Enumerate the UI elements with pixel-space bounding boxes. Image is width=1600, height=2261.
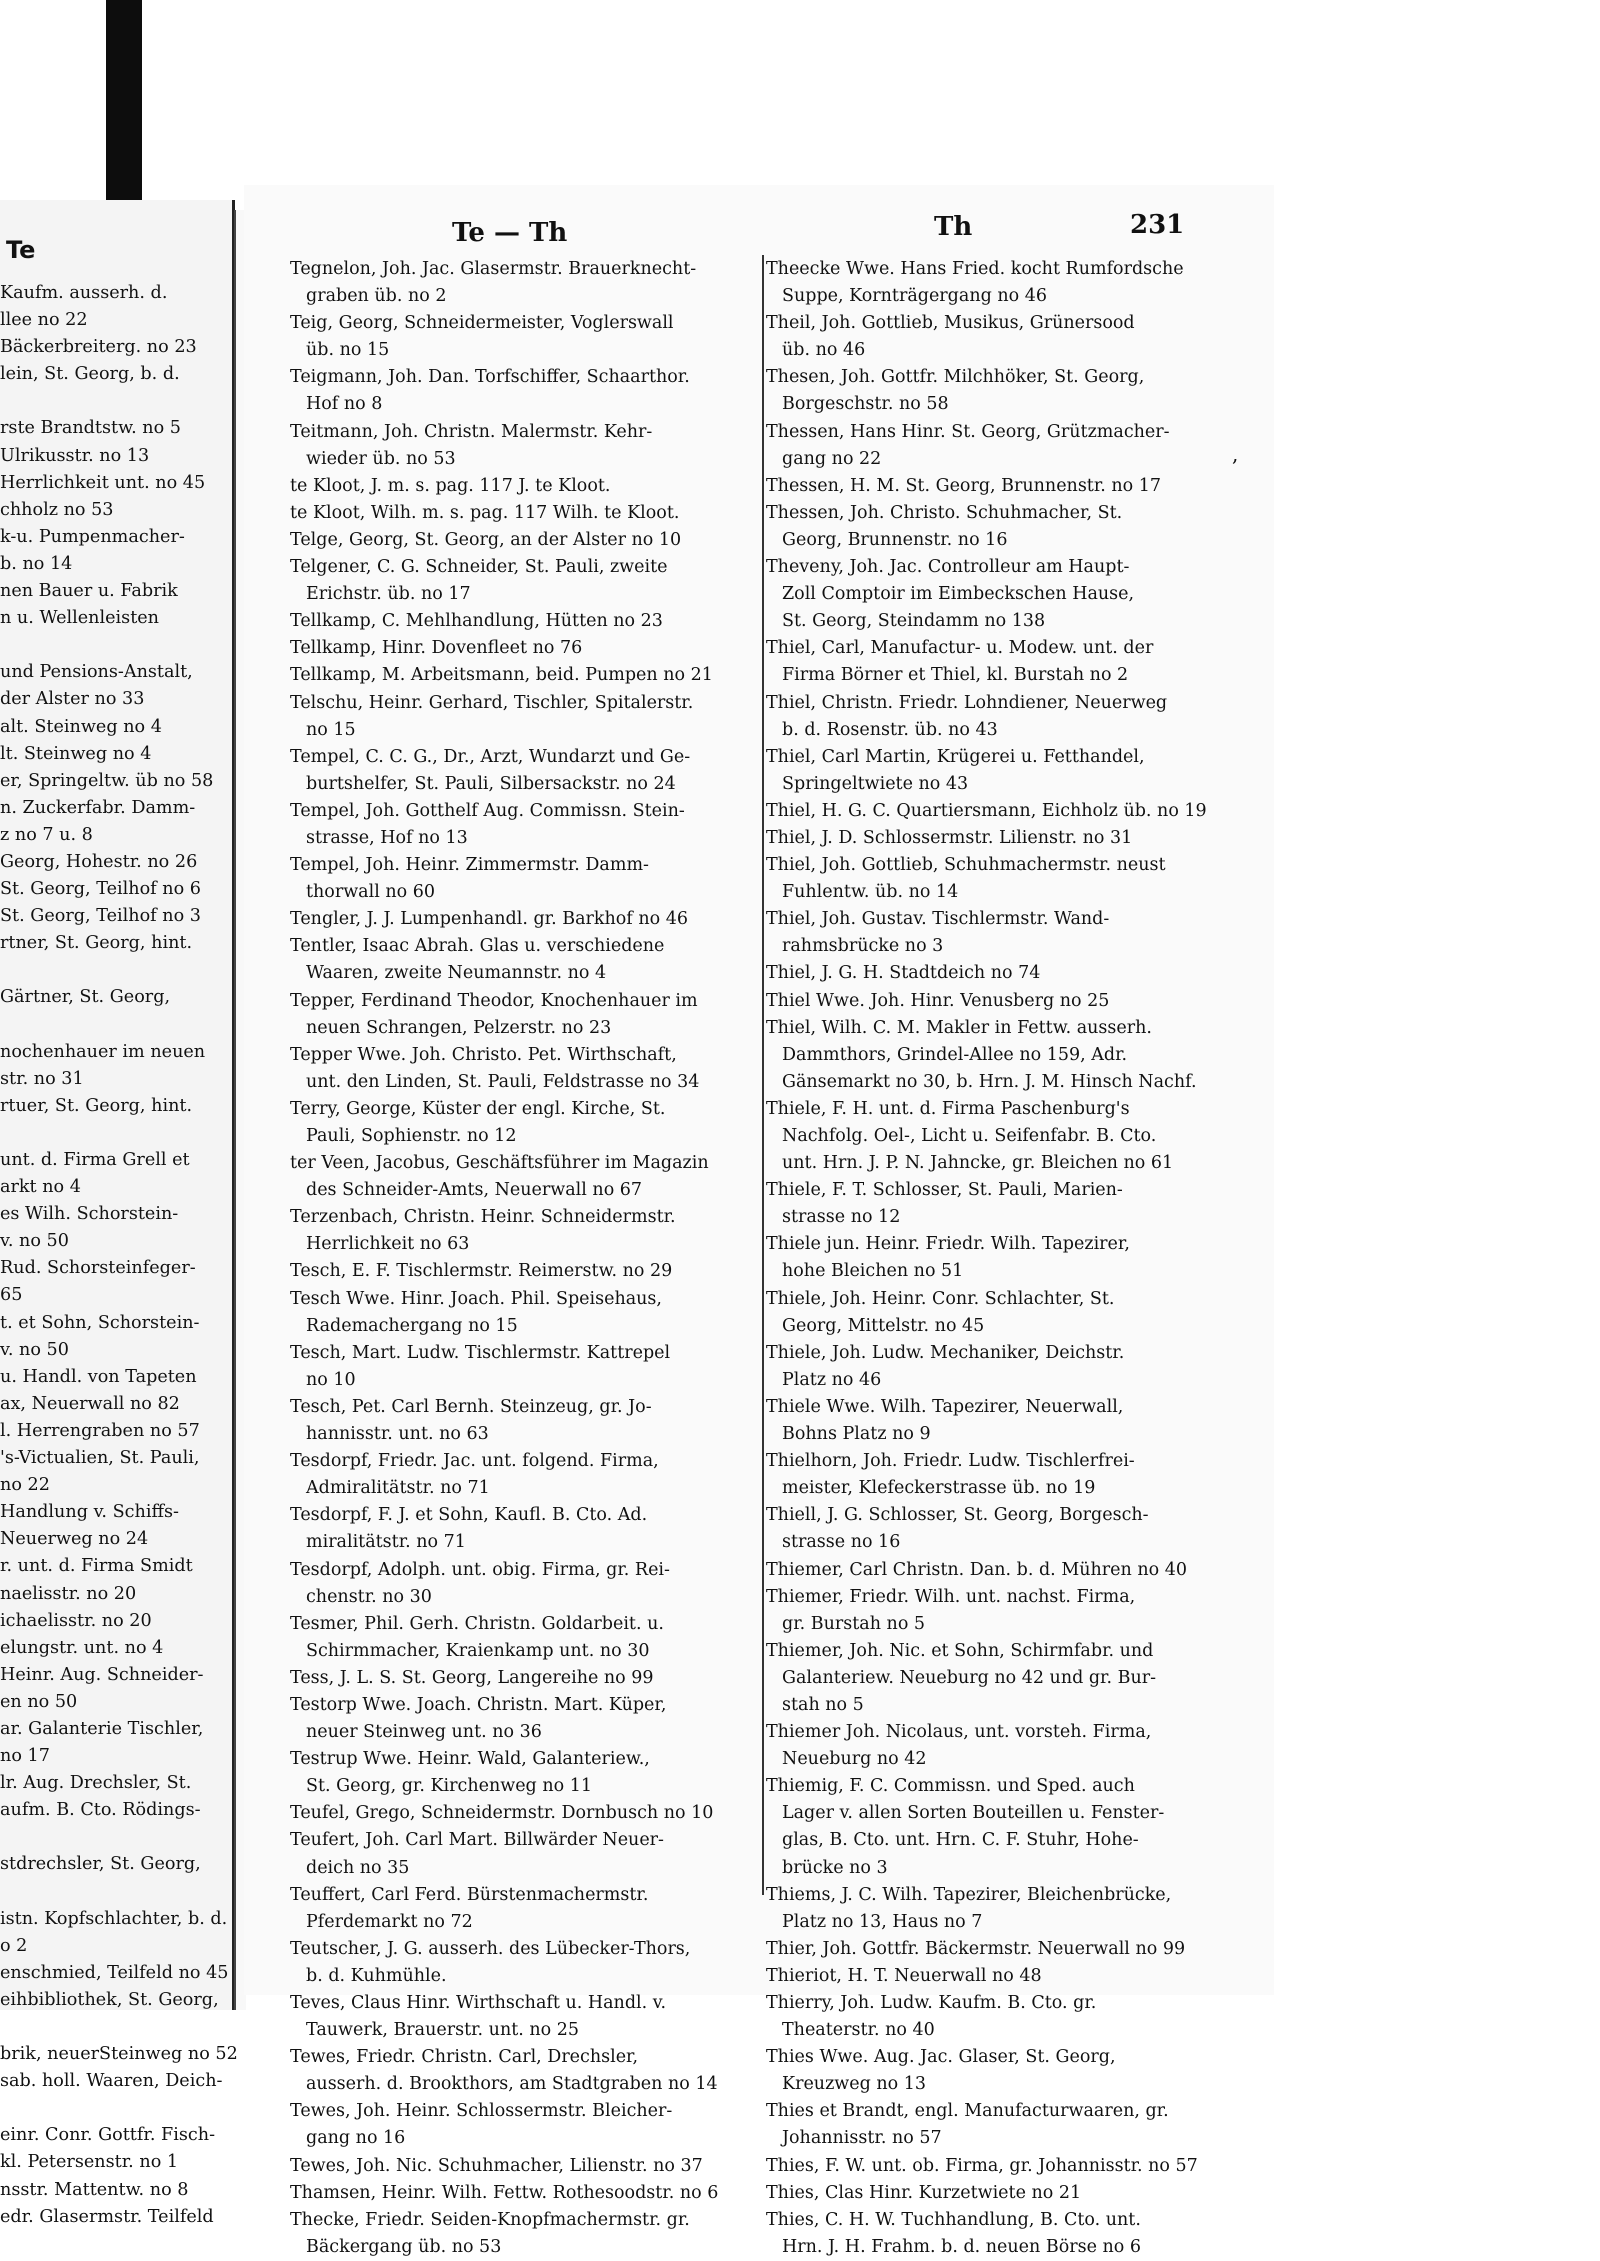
entry-line: te Kloot, Wilh. m. s. pag. 117 Wilh. te Kloot. xyxy=(290,502,680,523)
entry-line: Thiel, Carl Martin, Krügerei u. Fetthandel, xyxy=(766,746,1145,767)
entry-line: Thiell, J. G. Schlosser, St. Georg, Borgesch- xyxy=(766,1505,1149,1526)
left-page-line: lt. Steinweg no 4 xyxy=(0,743,152,764)
entry-line: Suppe, Kornträgergang no 46 xyxy=(782,286,1047,307)
entry-line: strasse, Hof no 13 xyxy=(306,827,468,848)
entry-line: Telge, Georg, St. Georg, an der Alster no 10 xyxy=(290,529,682,550)
entry-line: graben üb. no 2 xyxy=(306,286,447,307)
entry-line: Thiemer, Friedr. Wilh. unt. nachst. Firma, xyxy=(766,1586,1136,1607)
left-page-line xyxy=(0,2095,232,2122)
left-page-line: Georg, Hohestr. no 26 xyxy=(0,851,198,872)
entry-line: chenstr. no 30 xyxy=(306,1586,432,1607)
entry-line: Teufel, Grego, Schneidermstr. Dornbusch no 10 xyxy=(290,1803,714,1824)
left-page-line: Herrlichkeit unt. no 45 xyxy=(0,472,206,493)
entry-line: Thies Wwe. Aug. Jac. Glaser, St. Georg, xyxy=(766,2047,1116,2068)
left-page-line xyxy=(0,1824,232,1851)
entry-line: üb. no 46 xyxy=(782,340,866,361)
left-page-line: rtuer, St. Georg, hint. xyxy=(0,1095,193,1116)
entry-line: Tesdorpf, Friedr. Jac. unt. folgend. Firma, xyxy=(290,1451,659,1472)
entry-line: hannisstr. unt. no 63 xyxy=(306,1424,489,1445)
entry-line: stah no 5 xyxy=(782,1694,864,1715)
entry-line: Hof no 8 xyxy=(306,394,383,415)
entry-line: Rademachergang no 15 xyxy=(306,1315,518,1336)
entry-line: Theveny, Joh. Jac. Controlleur am Haupt- xyxy=(766,557,1130,578)
entry-line: Tempel, C. C. G., Dr., Arzt, Wundarzt und Ge- xyxy=(290,746,691,767)
entry-line: Thiele jun. Heinr. Friedr. Wilh. Tapezirer, xyxy=(766,1234,1130,1255)
entry-line: hohe Bleichen no 51 xyxy=(782,1261,964,1282)
entry-line: Thierry, Joh. Ludw. Kaufm. B. Cto. gr. xyxy=(766,1993,1097,2013)
entry-line: Tesdorpf, F. J. et Sohn, Kaufl. B. Cto. Ad. xyxy=(290,1505,648,1526)
entry-line: Terry, George, Küster der engl. Kirche, St. xyxy=(290,1098,666,1119)
left-page-line: Handlung v. Schiffs- xyxy=(0,1502,179,1523)
entry-line: Thiele, F. T. Schlosser, St. Pauli, Marien- xyxy=(766,1180,1123,1201)
left-page-line: nen Bauer u. Fabrik xyxy=(0,581,178,602)
entry-line: Thessen, Joh. Christo. Schuhmacher, St. xyxy=(766,502,1123,523)
entry-line: Schirmmacher, Kraienkamp unt. no 30 xyxy=(306,1640,650,1661)
left-page-line: Gärtner, St. Georg, xyxy=(0,987,171,1008)
entry-line: Thiele, Joh. Ludw. Mechaniker, Deichstr. xyxy=(766,1342,1125,1363)
entry-line: Thiel Wwe. Joh. Hinr. Venusberg no 25 xyxy=(766,990,1110,1011)
entry-line: Theecke Wwe. Hans Fried. kocht Rumfordsche xyxy=(766,259,1184,279)
margin-mark: , xyxy=(1232,442,1239,466)
entry-line: Tellkamp, M. Arbeitsmann, beid. Pumpen no 21 xyxy=(290,665,713,686)
entry-line: Thiel, Joh. Gottlieb, Schuhmachermstr. neust xyxy=(766,855,1166,876)
entry-line: miralitätstr. no 71 xyxy=(306,1532,466,1553)
directory-column-2 xyxy=(766,256,1216,2261)
entry-line: Teuffert, Carl Ferd. Bürstenmachermstr. xyxy=(290,1884,649,1905)
entry-line: glas, B. Cto. unt. Hrn. C. F. Stuhr, Hohe- xyxy=(782,1830,1139,1851)
left-page-line: er, Springeltw. üb no 58 xyxy=(0,770,214,791)
left-page-line: es Wilh. Schorstein- xyxy=(0,1204,179,1225)
entry-line: Bohns Platz no 9 xyxy=(782,1424,931,1445)
left-page-line xyxy=(0,632,232,659)
left-page-line: k-u. Pumpenmacher- xyxy=(0,526,185,547)
entry-line: Erichstr. üb. no 17 xyxy=(306,584,471,605)
left-page-text xyxy=(0,280,238,2231)
running-head-right: Th xyxy=(934,212,973,242)
entry-line: Borgeschstr. no 58 xyxy=(782,394,949,415)
left-page xyxy=(0,200,238,2227)
left-page-line xyxy=(0,388,232,415)
left-page-line: Bäckerbreiterg. no 23 xyxy=(0,337,197,358)
entry-line: Tesch, Mart. Ludw. Tischlermstr. Kattrepel xyxy=(290,1342,671,1363)
entry-line: Platz no 13, Haus no 7 xyxy=(782,1911,983,1932)
left-page-line: rtner, St. Georg, hint. xyxy=(0,933,193,954)
left-page-line: 65 xyxy=(0,1285,23,1306)
left-page-line: stdrechsler, St. Georg, xyxy=(0,1854,201,1875)
left-page-line: brik, neuerSteinweg no 52 xyxy=(0,2044,238,2065)
entry-line: üb. no 15 xyxy=(306,340,390,361)
entry-line: Kreuzweg no 13 xyxy=(782,2074,927,2095)
left-page-line xyxy=(0,1012,232,1039)
entry-line: Thiems, J. C. Wilh. Tapezirer, Bleichenbrücke, xyxy=(766,1884,1172,1905)
left-page-line: St. Georg, Teilhof no 6 xyxy=(0,879,201,900)
left-page-line: ar. Galanterie Tischler, xyxy=(0,1718,204,1739)
left-page-line: no 22 xyxy=(0,1475,50,1496)
entry-line: Tesdorpf, Adolph. unt. obig. Firma, gr. Rei- xyxy=(290,1559,670,1580)
left-page-line xyxy=(0,957,232,984)
entry-line: Testrup Wwe. Heinr. Wald, Galanteriew., xyxy=(290,1749,650,1770)
entry-line: Gänsemarkt no 30, b. Hrn. J. M. Hinsch Nachf. xyxy=(782,1071,1197,1092)
entry-line: ausserh. d. Brookthors, am Stadtgraben no 14 xyxy=(306,2074,718,2095)
entry-line: gang no 16 xyxy=(306,2128,406,2149)
left-page-line: n. Zuckerfabr. Damm- xyxy=(0,797,196,818)
left-page-line xyxy=(0,1879,232,1906)
book-spine xyxy=(106,0,142,210)
entry-line: Terzenbach, Christn. Heinr. Schneidermstr. xyxy=(290,1207,676,1228)
entry-line: Tepper, Ferdinand Theodor, Knochenhauer im xyxy=(290,990,698,1011)
left-page-line: eihbibliothek, St. Georg, xyxy=(0,1989,219,2010)
entry-line: Waaren, zweite Neumannstr. no 4 xyxy=(306,963,607,984)
left-page-line: Neuerweg no 24 xyxy=(0,1529,149,1550)
entry-line: Georg, Mittelstr. no 45 xyxy=(782,1315,985,1336)
left-page-line: en no 50 xyxy=(0,1691,78,1712)
entry-line: Thecke, Friedr. Seiden-Knopfmachermstr. gr. xyxy=(290,2209,690,2230)
left-page-line: b. no 14 xyxy=(0,553,73,574)
entry-line: Thiele Wwe. Wilh. Tapezirer, Neuerwall, xyxy=(766,1396,1124,1417)
entry-line: Thiel, J. D. Schlossermstr. Lilienstr. no 31 xyxy=(766,827,1133,848)
entry-line: brücke no 3 xyxy=(782,1857,888,1878)
entry-line: Springeltwiete no 43 xyxy=(782,773,969,794)
entry-line: Tesmer, Phil. Gerh. Christn. Goldarbeit. u. xyxy=(290,1613,664,1634)
entry-line: Tempel, Joh. Gotthelf Aug. Commissn. Stein- xyxy=(290,800,685,821)
entry-line: Thiemer, Carl Christn. Dan. b. d. Mühren no 40 xyxy=(766,1559,1187,1580)
entry-line: Tewes, Friedr. Christn. Carl, Drechsler, xyxy=(290,2047,639,2068)
entry-line: Tentler, Isaac Abrah. Glas u. verschiedene xyxy=(290,936,665,957)
entry-line: Teufert, Joh. Carl Mart. Billwärder Neuer- xyxy=(290,1830,664,1851)
entry-line: Tempel, Joh. Heinr. Zimmermstr. Damm- xyxy=(290,855,649,876)
left-page-line: sab. holl. Waaren, Deich- xyxy=(0,2071,223,2092)
entry-line: Tesch, Pet. Carl Bernh. Steinzeug, gr. Jo- xyxy=(290,1396,652,1417)
entry-line: Bäckergang üb. no 53 xyxy=(306,2236,502,2257)
entry-line: Tess, J. L. S. St. Georg, Langereihe no 99 xyxy=(290,1667,654,1688)
entry-line: Thiele, F. H. unt. d. Firma Paschenburg's xyxy=(766,1098,1130,1119)
entry-line: Thessen, H. M. St. Georg, Brunnenstr. no 17 xyxy=(766,475,1162,496)
left-page-line xyxy=(0,1120,232,1147)
left-page-line: chholz no 53 xyxy=(0,499,114,520)
left-page-line: rste Brandtstw. no 5 xyxy=(0,418,181,439)
entry-line: neuer Steinweg unt. no 36 xyxy=(306,1722,542,1743)
left-page-line: unt. d. Firma Grell et xyxy=(0,1150,190,1170)
left-page-line: istn. Kopfschlachter, b. d. xyxy=(0,1908,228,1929)
entry-line: Platz no 46 xyxy=(782,1369,882,1390)
entry-line: Thiel, Christn. Friedr. Lohndiener, Neuerweg xyxy=(766,692,1168,713)
left-page-line: v. no 50 xyxy=(0,1339,69,1360)
entry-line: Firma Börner et Thiel, kl. Burstah no 2 xyxy=(782,665,1129,686)
page-number: 231 xyxy=(1130,210,1185,240)
left-page-line: einr. Conr. Gottfr. Fisch- xyxy=(0,2125,216,2146)
left-page-line: z no 7 u. 8 xyxy=(0,824,93,845)
entry-line: Thessen, Hans Hinr. St. Georg, Grützmacher- xyxy=(766,421,1170,442)
entry-line: Nachfolg. Oel-, Licht u. Seifenfabr. B. Cto. xyxy=(782,1126,1157,1146)
entry-line: Thier, Joh. Gottfr. Bäckermstr. Neuerwall no 99 xyxy=(766,1938,1186,1959)
left-page-line: l. Herrengraben no 57 xyxy=(0,1420,200,1441)
entry-line: Tesch, E. F. Tischlermstr. Reimerstw. no 29 xyxy=(290,1261,673,1282)
entry-line: Herrlichkeit no 63 xyxy=(306,1234,470,1255)
entry-line: no 15 xyxy=(306,719,356,740)
entry-line: Thiel, Joh. Gustav. Tischlermstr. Wand- xyxy=(766,909,1110,930)
entry-line: Thiemer, Joh. Nic. et Sohn, Schirmfabr. und xyxy=(766,1640,1154,1661)
left-page-line: ichaelisstr. no 20 xyxy=(0,1610,152,1631)
entry-line: gr. Burstah no 5 xyxy=(782,1613,926,1634)
entry-line: Tellkamp, Hinr. Dovenfleet no 76 xyxy=(290,638,583,659)
left-page-line: enschmied, Teilfeld no 45 xyxy=(0,1962,229,1983)
entry-line: Hrn. J. H. Frahm. b. d. neuen Börse no 6 xyxy=(782,2236,1142,2257)
left-page-line: St. Georg, Teilhof no 3 xyxy=(0,906,201,927)
entry-line: Telgener, C. G. Schneider, St. Pauli, zweite xyxy=(290,557,668,578)
left-page-line: no 17 xyxy=(0,1746,50,1767)
left-page-head: Te xyxy=(6,236,36,264)
entry-line: Tewes, Joh. Nic. Schuhmacher, Lilienstr. no 37 xyxy=(290,2155,703,2176)
left-page-line: kl. Petersenstr. no 1 xyxy=(0,2152,179,2173)
left-page-line: ax, Neuerwall no 82 xyxy=(0,1393,180,1414)
left-page-line: lein, St. Georg, b. d. xyxy=(0,364,180,385)
left-page-line: und Pensions-Anstalt, xyxy=(0,662,193,683)
entry-line: Teigmann, Joh. Dan. Torfschiffer, Schaarthor. xyxy=(290,367,690,388)
entry-line: Thiel, H. G. C. Quartiersmann, Eichholz üb. no 19 xyxy=(766,800,1207,821)
entry-line: strasse no 16 xyxy=(782,1532,901,1553)
left-page-line: elungstr. unt. no 4 xyxy=(0,1637,164,1658)
entry-line: Tepper Wwe. Joh. Christo. Pet. Wirthschaft, xyxy=(290,1044,677,1065)
entry-line: Theil, Joh. Gottlieb, Musikus, Grünersood xyxy=(766,313,1135,334)
left-page-line: Heinr. Aug. Schneider- xyxy=(0,1664,204,1685)
left-page-line: der Alster no 33 xyxy=(0,689,145,710)
column-rule xyxy=(762,255,764,1895)
entry-line: Pferdemarkt no 72 xyxy=(306,1911,473,1932)
entry-line: Neueburg no 42 xyxy=(782,1749,927,1770)
entry-line: St. Georg, Steindamm no 138 xyxy=(782,611,1046,632)
entry-line: Thiemig, F. C. Commissn. und Sped. auch xyxy=(766,1776,1135,1797)
entry-line: Dammthors, Grindel-Allee no 159, Adr. xyxy=(782,1044,1128,1065)
entry-line: des Schneider-Amts, Neuerwall no 67 xyxy=(306,1180,643,1201)
entry-line: Thies, Clas Hinr. Kurzetwiete no 21 xyxy=(766,2182,1082,2203)
entry-line: Tauwerk, Brauerstr. unt. no 25 xyxy=(306,2020,580,2041)
entry-line: rahmsbrücke no 3 xyxy=(782,936,944,957)
entry-line: ter Veen, Jacobus, Geschäftsführer im Magazin xyxy=(290,1153,709,1174)
left-page-line: t. et Sohn, Schorstein- xyxy=(0,1312,200,1333)
entry-line: Testorp Wwe. Joach. Christn. Mart. Küper, xyxy=(290,1694,667,1715)
entry-line: Telschu, Heinr. Gerhard, Tischler, Spitalerstr. xyxy=(290,692,694,713)
left-page-line: Rud. Schorsteinfeger- xyxy=(0,1258,196,1279)
left-page-line: nochenhauer im neuen xyxy=(0,1041,206,1062)
entry-line: Zoll Comptoir im Eimbeckschen Hause, xyxy=(782,584,1135,605)
entry-line: Tengler, J. J. Lumpenhandl. gr. Barkhof no 46 xyxy=(290,909,688,930)
left-page-line: aufm. B. Cto. Rödings- xyxy=(0,1800,201,1821)
left-page-line: r. unt. d. Firma Smidt xyxy=(0,1556,193,1577)
left-page-line: str. no 31 xyxy=(0,1068,84,1089)
entry-line: Thielhorn, Joh. Friedr. Ludw. Tischlerfrei- xyxy=(766,1451,1135,1472)
left-page-line xyxy=(0,2014,232,2041)
entry-line: thorwall no 60 xyxy=(306,882,436,903)
entry-line: meister, Klefeckerstrasse üb. no 19 xyxy=(782,1478,1096,1499)
entry-line: Tellkamp, C. Mehlhandlung, Hütten no 23 xyxy=(290,611,663,632)
entry-line: Thies et Brandt, engl. Manufacturwaaren, gr. xyxy=(766,2101,1169,2122)
entry-line: Admiralitätstr. no 71 xyxy=(306,1478,490,1499)
left-page-line: u. Handl. von Tapeten xyxy=(0,1366,197,1387)
left-page-line: v. no 50 xyxy=(0,1231,69,1252)
entry-line: Thiel, Carl, Manufactur- u. Modew. unt. der xyxy=(766,638,1154,659)
entry-line: b. d. Rosenstr. üb. no 43 xyxy=(782,719,998,740)
left-page-line: alt. Steinweg no 4 xyxy=(0,716,162,737)
left-page-line: llee no 22 xyxy=(0,310,88,331)
entry-line: gang no 22 xyxy=(782,448,882,469)
entry-line: Thamsen, Heinr. Wilh. Fettw. Rothesoodstr. no 6 xyxy=(290,2182,719,2203)
entry-line: Teitmann, Joh. Christn. Malermstr. Kehr- xyxy=(290,421,653,442)
entry-line: neuen Schrangen, Pelzerstr. no 23 xyxy=(306,1017,612,1038)
entry-line: Galanteriew. Neueburg no 42 und gr. Bur- xyxy=(782,1667,1157,1688)
entry-line: Tewes, Joh. Heinr. Schlossermstr. Bleicher- xyxy=(290,2101,673,2122)
entry-line: Teutscher, J. G. ausserh. des Lübecker-Thors, xyxy=(290,1938,691,1959)
entry-line: Tegnelon, Joh. Jac. Glasermstr. Brauerknecht- xyxy=(290,259,697,279)
entry-line: Thies, C. H. W. Tuchhandlung, B. Cto. unt. xyxy=(766,2209,1141,2230)
entry-line: Thiel, Wilh. C. M. Makler in Fettw. ausserh. xyxy=(766,1017,1152,1038)
entry-line: Tesch Wwe. Hinr. Joach. Phil. Speisehaus, xyxy=(290,1288,662,1309)
entry-line: Teig, Georg, Schneidermeister, Voglerswall xyxy=(290,313,674,334)
entry-line: Lager v. allen Sorten Bouteillen u. Fenster- xyxy=(782,1803,1165,1824)
entry-line: Thies, F. W. unt. ob. Firma, gr. Johannisstr. no 57 xyxy=(766,2155,1198,2176)
entry-line: Thieriot, H. T. Neuerwall no 48 xyxy=(766,1965,1042,1986)
left-page-line: nsstr. Mattentw. no 8 xyxy=(0,2179,189,2200)
left-page-line: 's-Victualien, St. Pauli, xyxy=(0,1448,200,1469)
entry-line: Thiele, Joh. Heinr. Conr. Schlachter, St. xyxy=(766,1288,1115,1309)
entry-line: Thiemer Joh. Nicolaus, unt. vorsteh. Firma, xyxy=(766,1722,1152,1743)
left-page-line: Kaufm. ausserh. d. xyxy=(0,283,168,303)
left-page-line: n u. Wellenleisten xyxy=(0,608,160,629)
entry-line: b. d. Kuhmühle. xyxy=(306,1965,447,1986)
left-page-line: Ulrikusstr. no 13 xyxy=(0,445,150,466)
entry-line: burtshelfer, St. Pauli, Silbersackstr. no 24 xyxy=(306,773,676,794)
left-page-line: o 2 xyxy=(0,1935,28,1956)
entry-line: no 10 xyxy=(306,1369,356,1390)
entry-line: strasse no 12 xyxy=(782,1207,901,1228)
entry-line: te Kloot, J. m. s. pag. 117 J. te Kloot. xyxy=(290,475,611,496)
entry-line: deich no 35 xyxy=(306,1857,410,1878)
entry-line: wieder üb. no 53 xyxy=(306,448,456,469)
entry-line: Thiel, J. G. H. Stadtdeich no 74 xyxy=(766,963,1041,984)
entry-line: Theaterstr. no 40 xyxy=(782,2020,935,2041)
entry-line: Thesen, Joh. Gottfr. Milchhöker, St. Georg, xyxy=(766,367,1145,388)
entry-line: unt. Hrn. J. P. N. Jahncke, gr. Bleichen no 61 xyxy=(782,1153,1174,1174)
running-head-left: Te — Th xyxy=(452,218,568,248)
left-page-line: naelisstr. no 20 xyxy=(0,1583,137,1604)
directory-column-1 xyxy=(290,256,760,2261)
entry-line: Teves, Claus Hinr. Wirthschaft u. Handl. v. xyxy=(290,1993,667,2013)
left-page-line: lr. Aug. Drechsler, St. xyxy=(0,1773,192,1794)
entry-line: St. Georg, gr. Kirchenweg no 11 xyxy=(306,1776,592,1797)
left-page-line: arkt no 4 xyxy=(0,1177,81,1198)
entry-line: Fuhlentw. üb. no 14 xyxy=(782,882,959,903)
entry-line: Pauli, Sophienstr. no 12 xyxy=(306,1126,517,1146)
entry-line: unt. den Linden, St. Pauli, Feldstrasse no 34 xyxy=(306,1071,700,1092)
entry-line: Johannisstr. no 57 xyxy=(782,2128,942,2149)
left-page-line: edr. Glasermstr. Teilfeld xyxy=(0,2206,214,2227)
entry-line: Georg, Brunnenstr. no 16 xyxy=(782,529,1008,550)
